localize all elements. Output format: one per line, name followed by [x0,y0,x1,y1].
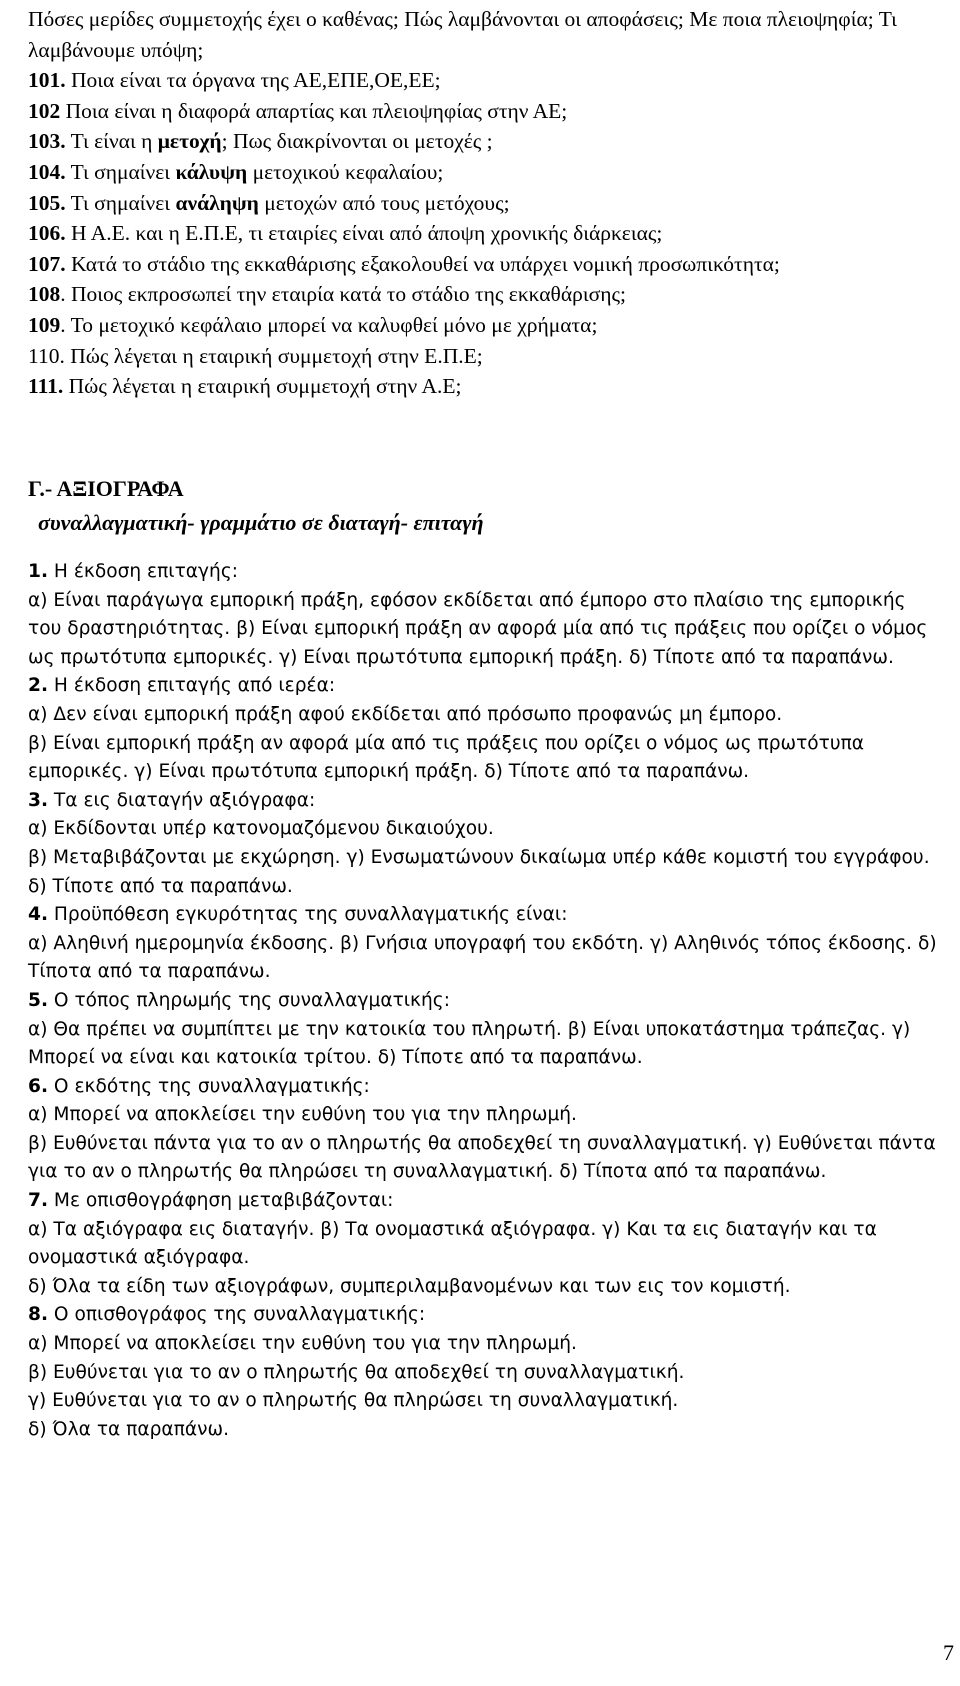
question-stem [28,672,938,701]
intro-line: 104. Τι σημαίνει κάλυψη μετοχικού κεφαλαίου; [28,159,444,184]
answer-options: α) Τα αξιόγραφα εις διαταγήν. β) Τα ονομαστικά αξιόγραφα. γ) Και τα εις διαταγήν και τα ονομαστικά αξιόγραφα. [28,1218,877,1269]
question-text: Η έκδοση επιταγής από ιερέα: [48,675,336,697]
intro-line: 106. Η Α.Ε. και η Ε.Π.Ε, τι εταιρίες είναι από άποψη χρονικής διάρκειας; [28,221,663,246]
answer-options: α) Μπορεί να αποκλείσει την ευθύνη του για την πληρωμή. [28,1333,577,1355]
question-stem [28,987,938,1016]
section-heading [28,472,938,540]
answer-options: β) Είναι εμπορική πράξη αν αφορά μία από τις πράξεις που ορίζει ο νόμος ως πρωτότυπα εμπορικές. γ) Είναι πρωτότυπα εμπορική πράξη. δ) Τίποτε από τα παραπάνω. [28,732,865,783]
answer-options: α) Αληθινή ημερομηνία έκδοσης. β) Γνήσια υπογραφή του εκδότη. γ) Αληθινός τόπος έκδοσης. δ) Τίποτα από τα παραπάνω. [28,932,937,983]
question-stem [28,1301,938,1330]
answer-options: γ) Ευθύνεται για το αν ο πληρωτής θα πληρώσει τη συναλλαγματική. [28,1390,679,1412]
question-stem [28,558,938,587]
intro-line: 107. Κατά το στάδιο της εκκαθάρισης εξακολουθεί να υπάρχει νομική προσωπικότητα; [28,251,780,276]
answer-options: δ) Όλα τα είδη των αξιογράφων, συμπεριλαμβανομένων και των εις τον κομιστή. [28,1275,791,1297]
question-text: Ο τόπος πληρωμής της συναλλαγματικής: [48,989,450,1011]
question-text: Τα εις διαταγήν αξιόγραφα: [48,789,316,811]
quiz-questions [28,558,938,1444]
page-number: 7 [943,1640,954,1665]
question-text: Προϋπόθεση εγκυρότητας της συναλλαγματικής είναι: [48,904,568,926]
question-text: Η έκδοση επιταγής: [48,561,239,582]
section-title: Γ.- ΑΞΙΟΓΡΑΦΑ [28,476,184,501]
question-text: Ο εκδότης της συναλλαγματικής: [48,1075,370,1097]
question-number: 8. [28,1304,49,1326]
answer-options: α) Εκδίδονται υπέρ κατονομαζόμενου δικαιούχου. [28,818,494,840]
question-number: 6. [28,1075,49,1097]
intro-line: 109. Το μετοχικό κεφάλαιο μπορεί να καλυφθεί μόνο με χρήματα; [28,312,598,337]
question-number: 5. [28,989,49,1011]
intro-line: 101. Ποια είναι τα όργανα της ΑΕ,ΕΠΕ,ΟΕ,ΕΕ; [28,68,441,93]
intro-line: 108. Ποιος εκπροσωπεί την εταιρία κατά το στάδιο της εκκαθάρισης; [28,282,626,307]
answer-options: α) Δεν είναι εμπορική πράξη αφού εκδίδεται από πρόσωπο προφανώς μη έμπορο. [28,703,783,725]
intro-line: 102 Ποια είναι η διαφορά απαρτίας και πλειοψηφίας στην ΑΕ; [28,98,568,123]
intro-questions [28,4,938,402]
answer-options: α) Θα πρέπει να συμπίπτει με την κατοικία του πληρωτή. β) Είναι υποκατάστημα τράπεζας. γ) Μπορεί να είναι και κατοικία τρίτου. δ) Τίποτε από τα παραπάνω. [28,1018,911,1069]
intro-line: 111. Πώς λέγεται η εταιρική συμμετοχή στην Α.Ε; [28,374,462,399]
question-number: 7. [28,1190,49,1212]
intro-line: 110. Πώς λέγεται η εταιρική συμμετοχή στην Ε.Π.Ε; [28,343,483,368]
question-number: 2. [28,675,49,697]
intro-line: 103. Τι είναι η μετοχή; Πως διακρίνονται οι μετοχές ; [28,129,493,154]
answer-options: δ) Όλα τα παραπάνω. [28,1418,230,1440]
intro-line: Πόσες μερίδες συμμετοχής έχει ο καθένας; Πώς λαμβάνονται οι αποφάσεις; Με ποια πλειοψηφία; Τι λαμβάνουμε υπόψη; [28,7,897,62]
section-subtitle: συναλλαγματική- γραμμάτιο σε διαταγή- επιταγή [38,510,484,535]
answer-options: β) Ευθύνεται για το αν ο πληρωτής θα αποδεχθεί τη συναλλαγματική. [28,1361,685,1383]
answer-options: β) Μεταβιβάζονται με εκχώρηση. γ) Ενσωματώνουν δικαίωμα υπέρ κάθε κομιστή του εγγράφου. δ) Τίποτε από τα παραπάνω. [28,846,930,897]
answer-options: β) Ευθύνεται πάντα για το αν ο πληρωτής θα αποδεχθεί τη συναλλαγματική. γ) Ευθύνεται πάντα για το αν ο πληρωτής θα πληρώσει τη συναλλαγματική. δ) Τίποτα από τα παραπάνω. [28,1132,936,1183]
question-stem [28,1187,938,1216]
question-number: 3. [28,789,49,811]
answer-options: α) Μπορεί να αποκλείσει την ευθύνη του για την πληρωμή. [28,1104,577,1126]
question-number: 4. [28,904,49,926]
question-stem [28,901,938,930]
question-text: Ο οπισθογράφος της συναλλαγματικής: [48,1304,426,1326]
intro-line: 105. Τι σημαίνει ανάληψη μετοχών από τους μετόχους; [28,190,510,215]
answer-options: α) Είναι παράγωγα εμπορική πράξη, εφόσον εκδίδεται από έμπορο στο πλαίσιο της εμπορικής του δραστηριότητας. β) Είναι εμπορική πράξη αν αφορά μία από τις πράξεις που ορίζει ο νόμος ως πρωτότυπα εμπορικές. γ) Είναι πρωτότυπα εμπορική πράξη. δ) Τίποτε από τα παραπάνω. [28,589,928,668]
question-text: Με οπισθογράφηση μεταβιβάζονται: [48,1190,394,1212]
question-stem [28,1073,938,1102]
question-number: 1. [28,561,49,582]
question-stem [28,787,938,816]
